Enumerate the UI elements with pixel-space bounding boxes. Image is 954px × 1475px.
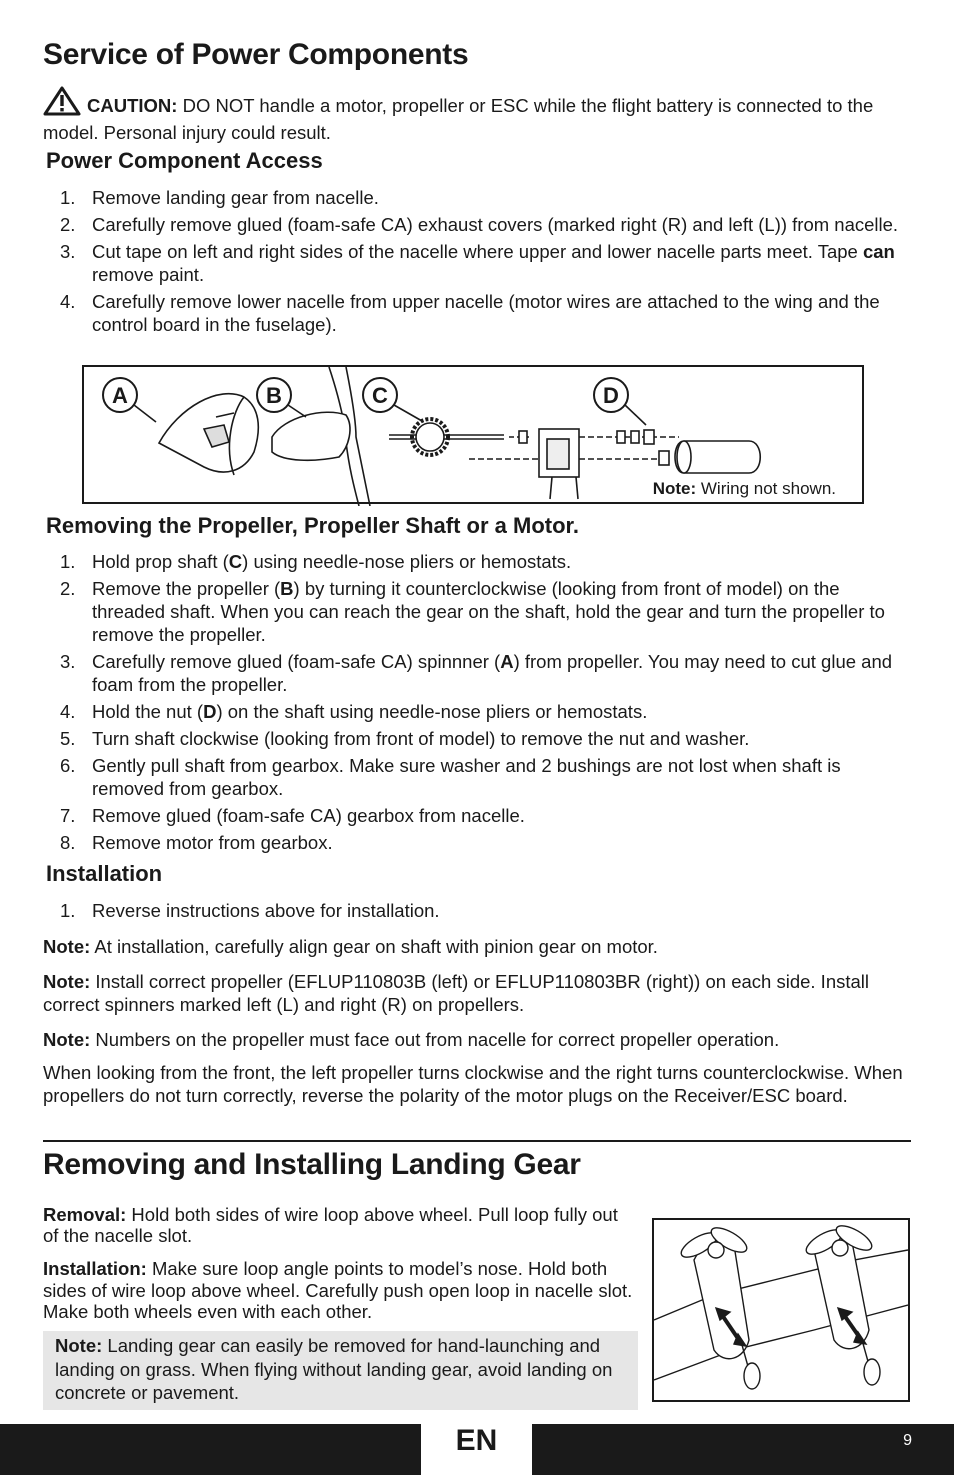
section-divider	[43, 1140, 911, 1142]
note-text: Numbers on the propeller must face out from nacelle for correct propeller operation.	[90, 1029, 780, 1050]
step-text: Hold the nut (	[92, 701, 204, 722]
removal-label: Removal:	[43, 1204, 127, 1225]
note-label: Note:	[43, 971, 91, 992]
note-label: Note:	[43, 936, 91, 957]
note-box-label: Note:	[55, 1335, 103, 1356]
step-text: ) using needle-nose pliers or hemostats.	[242, 551, 572, 572]
diagram-note-label: Note:	[652, 479, 697, 498]
step-number: 4.	[60, 701, 76, 722]
landing-gear-drawing	[654, 1220, 908, 1400]
label-b-text: B	[266, 383, 282, 408]
installation-text: Make sure loop angle points to model’s nose. Hold both sides of wire loop above wheel. Carefully push open loop in nacelle slot. Make both wheels even with each other.	[43, 1258, 633, 1322]
installation-steps	[56, 899, 914, 926]
step-number: 7.	[60, 805, 76, 826]
page-number: 9	[903, 1432, 912, 1449]
step-item	[56, 831, 914, 854]
power-access-heading: Power Component Access	[46, 148, 323, 173]
step-text: Remove the propeller (	[92, 578, 281, 599]
warning-icon	[43, 86, 81, 121]
step-item	[56, 700, 914, 723]
diagram-label-c	[363, 378, 422, 421]
note-text: Install correct propeller (EFLUP110803B (left) or EFLUP110803BR (right)) on each side. Install correct spinners marked left (L) and right (R) on propellers.	[43, 971, 870, 1015]
spinner-drawing	[159, 394, 258, 475]
label-d-text: D	[603, 383, 619, 408]
caution-paragraph	[43, 86, 913, 144]
step-number: 4.	[60, 291, 76, 312]
installation-heading: Installation	[46, 861, 163, 886]
removal-text: Hold both sides of wire loop above wheel. Pull loop fully out of the nacelle slot.	[43, 1204, 618, 1246]
label-c-text: C	[372, 383, 388, 408]
diagram-label-d	[594, 378, 646, 425]
step-number: 1.	[60, 187, 76, 208]
language-label: EN	[455, 1424, 498, 1457]
step-item	[56, 240, 914, 286]
step-item	[56, 899, 914, 922]
diagram-note	[653, 479, 836, 499]
step-number: 6.	[60, 755, 76, 776]
step-text: Remove glued (foam-safe CA) gearbox from nacelle.	[92, 805, 525, 826]
step-text: Carefully remove lower nacelle from upper nacelle (motor wires are attached to the wing and the control board in the fuselage).	[92, 291, 880, 335]
caution-label: CAUTION:	[87, 95, 178, 116]
step-emphasis: D	[203, 701, 217, 722]
step-text: Carefully remove glued (foam-safe CA) spinnner (	[92, 651, 501, 672]
page-title: Service of Power Components	[43, 38, 469, 71]
power-access-steps	[56, 186, 914, 340]
step-text: Reverse instructions above for installation.	[92, 900, 440, 921]
footer-bar-left	[0, 1424, 421, 1475]
step-item	[56, 650, 914, 696]
step-item	[56, 754, 914, 800]
step-emphasis: can	[862, 241, 895, 262]
step-number: 2.	[60, 214, 76, 235]
landing-gear-diagram	[652, 1218, 910, 1402]
step-text: ) by turning it counterclockwise (looking from front of model) on the threaded shaft. When you can reach the gear on the shaft, hold the gear and turn the propeller to remove the propeller.	[92, 578, 885, 645]
shaft-gear-drawing	[389, 419, 529, 455]
landing-gear-title: Removing and Installing Landing Gear	[43, 1148, 581, 1181]
step-item	[56, 290, 914, 336]
step-text: Remove landing gear from nacelle.	[92, 187, 379, 208]
step-text: Turn shaft clockwise (looking from front of model) to remove the nut and washer.	[92, 728, 750, 749]
diagram-label-b	[257, 378, 306, 417]
step-text: Cut tape on left and right sides of the nacelle where upper and lower nacelle parts meet. Tape	[92, 241, 863, 262]
step-number: 3.	[60, 241, 76, 262]
step-number: 3.	[60, 651, 76, 672]
step-text: ) on the shaft using needle-nose pliers or hemostats.	[216, 701, 648, 722]
step-emphasis: B	[280, 578, 294, 599]
step-text: Hold prop shaft (	[92, 551, 229, 572]
propeller-exploded-diagram	[82, 365, 864, 504]
step-emphasis: C	[228, 551, 243, 572]
step-text: Gently pull shaft from gearbox. Make sure washer and 2 bushings are not lost when shaft is removed from gearbox.	[92, 755, 841, 799]
removing-steps	[56, 550, 914, 858]
step-number: 2.	[60, 578, 76, 599]
step-text: Remove motor from gearbox.	[92, 832, 333, 853]
step-item	[56, 577, 914, 646]
step-emphasis: A	[500, 651, 514, 672]
step-item	[56, 727, 914, 750]
step-number: 5.	[60, 728, 76, 749]
step-number: 1.	[60, 551, 76, 572]
step-text: Carefully remove glued (foam-safe CA) exhaust covers (marked right (R) and left (L)) from nacelle.	[92, 214, 899, 235]
step-item	[56, 213, 914, 236]
step-text: ) from propeller. You may need to cut glue and foam from the propeller.	[92, 651, 893, 695]
installation-paragraph	[43, 1258, 633, 1323]
note-paragraph-1	[43, 935, 913, 958]
rotation-paragraph: When looking from the front, the left propeller turns clockwise and the right turns counterclockwise. When propellers do not turn correctly, reverse the polarity of the motor plugs on the Receiver/ESC board.	[43, 1062, 903, 1106]
footer-bar-right	[532, 1424, 954, 1475]
caution-text: DO NOT handle a motor, propeller or ESC while the flight battery is connected to the model. Personal injury could result.	[43, 95, 874, 143]
step-number: 1.	[60, 900, 76, 921]
removal-paragraph	[43, 1204, 618, 1246]
note-box-text: Landing gear can easily be removed for hand-launching and landing on grass. When flying without landing gear, avoid landing on concrete or pavement.	[55, 1335, 613, 1403]
step-number: 8.	[60, 832, 76, 853]
note-paragraph-3	[43, 1028, 913, 1051]
step-item	[56, 186, 914, 209]
step-item	[56, 550, 914, 573]
diagram-label-a	[103, 378, 156, 422]
note-label: Note:	[43, 1029, 91, 1050]
step-text: remove paint.	[92, 264, 205, 285]
removing-heading: Removing the Propeller, Propeller Shaft or a Motor.	[46, 513, 579, 538]
landing-gear-note	[43, 1331, 638, 1410]
diagram-note-text: Wiring not shown.	[696, 479, 836, 498]
label-a-text: A	[112, 383, 128, 408]
step-item	[56, 804, 914, 827]
installation-label: Installation:	[43, 1258, 147, 1279]
note-paragraph-2	[43, 970, 913, 1016]
note-text: At installation, carefully align gear on shaft with pinion gear on motor.	[90, 936, 658, 957]
